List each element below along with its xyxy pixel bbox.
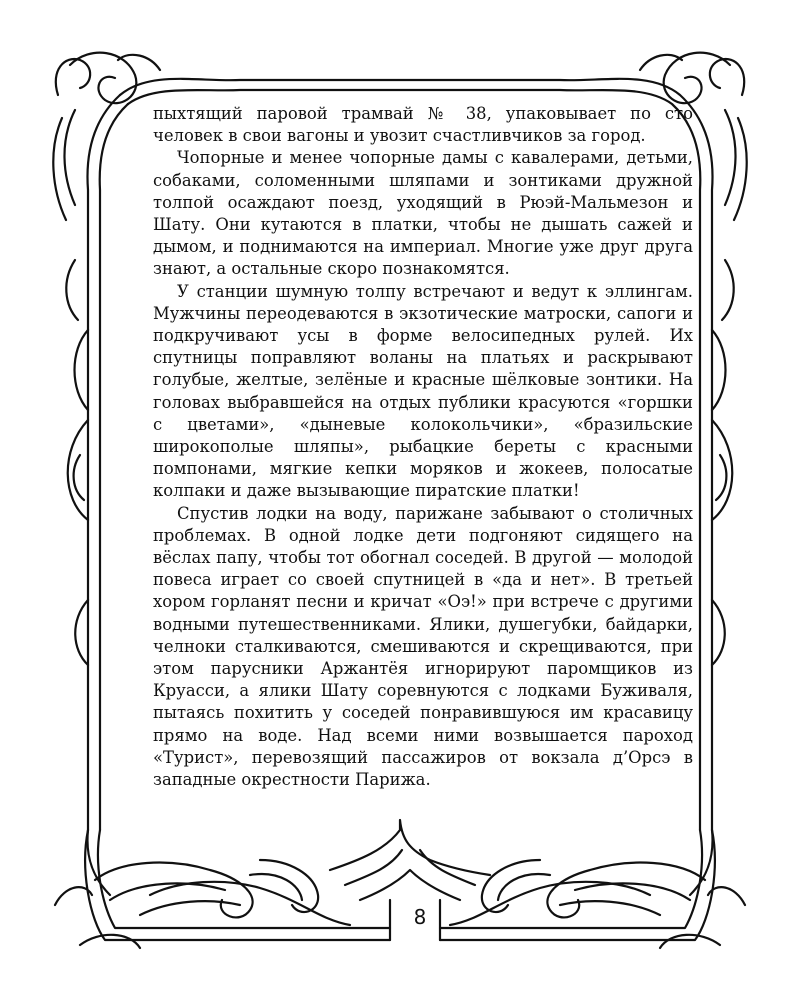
paragraph: У станции шумную толпу встречают и ведут к эллингам. Мужчины переодеваются в экзотические матроски, сапоги и подкручивают усы в форме велосипедных рулей. Их спутницы поправляют воланы на платьях и раскрывают голубые, желтые, зелёные и красные шёлковые зонтики. На головах выбравшейся на отдых публики красуются «горшки с цветами», «дыневые колокольчики», «бразильские широкополые шляпы», рыбацкие береты с красными помпонами, мягкие кепки моряков и жокеев, полосатые колпаки и даже вызывающие пиратские платки!	[153, 281, 693, 501]
body-text	[153, 103, 693, 791]
paragraph: Спустив лодки на воду, парижане забывают о столичных проблемах. В одной лодке дети подгоняют сидящего на вёслах папу, чтобы тот обогнал соседей. В другой — молодой повеса играет со своей спутницей в «да и нет». В третьей хором горланят песни и кричат «Оэ!» при встрече с другими водными путешественниками. Ялики, душегубки, байдарки, челноки сталкиваются, смешиваются и скрещиваются, при этом парусники Аржантёя игнорируют паромщиков из Круасси, а ялики Шату соревнуются с лодками Буживаля, пытаясь похитить у соседей понравившуюся им красавицу прямо на воде. Над всеми ними возвышается пароход «Турист», перевозящий пассажиров от вокзала д’Орсэ в западные окрестности Парижа.	[153, 503, 693, 790]
page-number: 8	[413, 905, 427, 929]
paragraph: Чопорные и менее чопорные дамы с кавалерами, детьми, собаками, соломенными шляпами и зонтиками дружной толпой осаждают поезд, уходящий в Рюэй-Мальмезон и Шату. Они кутаются в платки, чтобы не дышать сажей и дымом, и поднимаются на империал. Многие уже друг друга знают, а остальные скоро познакомятся.	[153, 148, 693, 279]
paragraph: пыхтящий паровой трамвай № 38, упаковывает по сто человек в свои вагоны и увозит счастливчиков за город.	[153, 104, 693, 146]
